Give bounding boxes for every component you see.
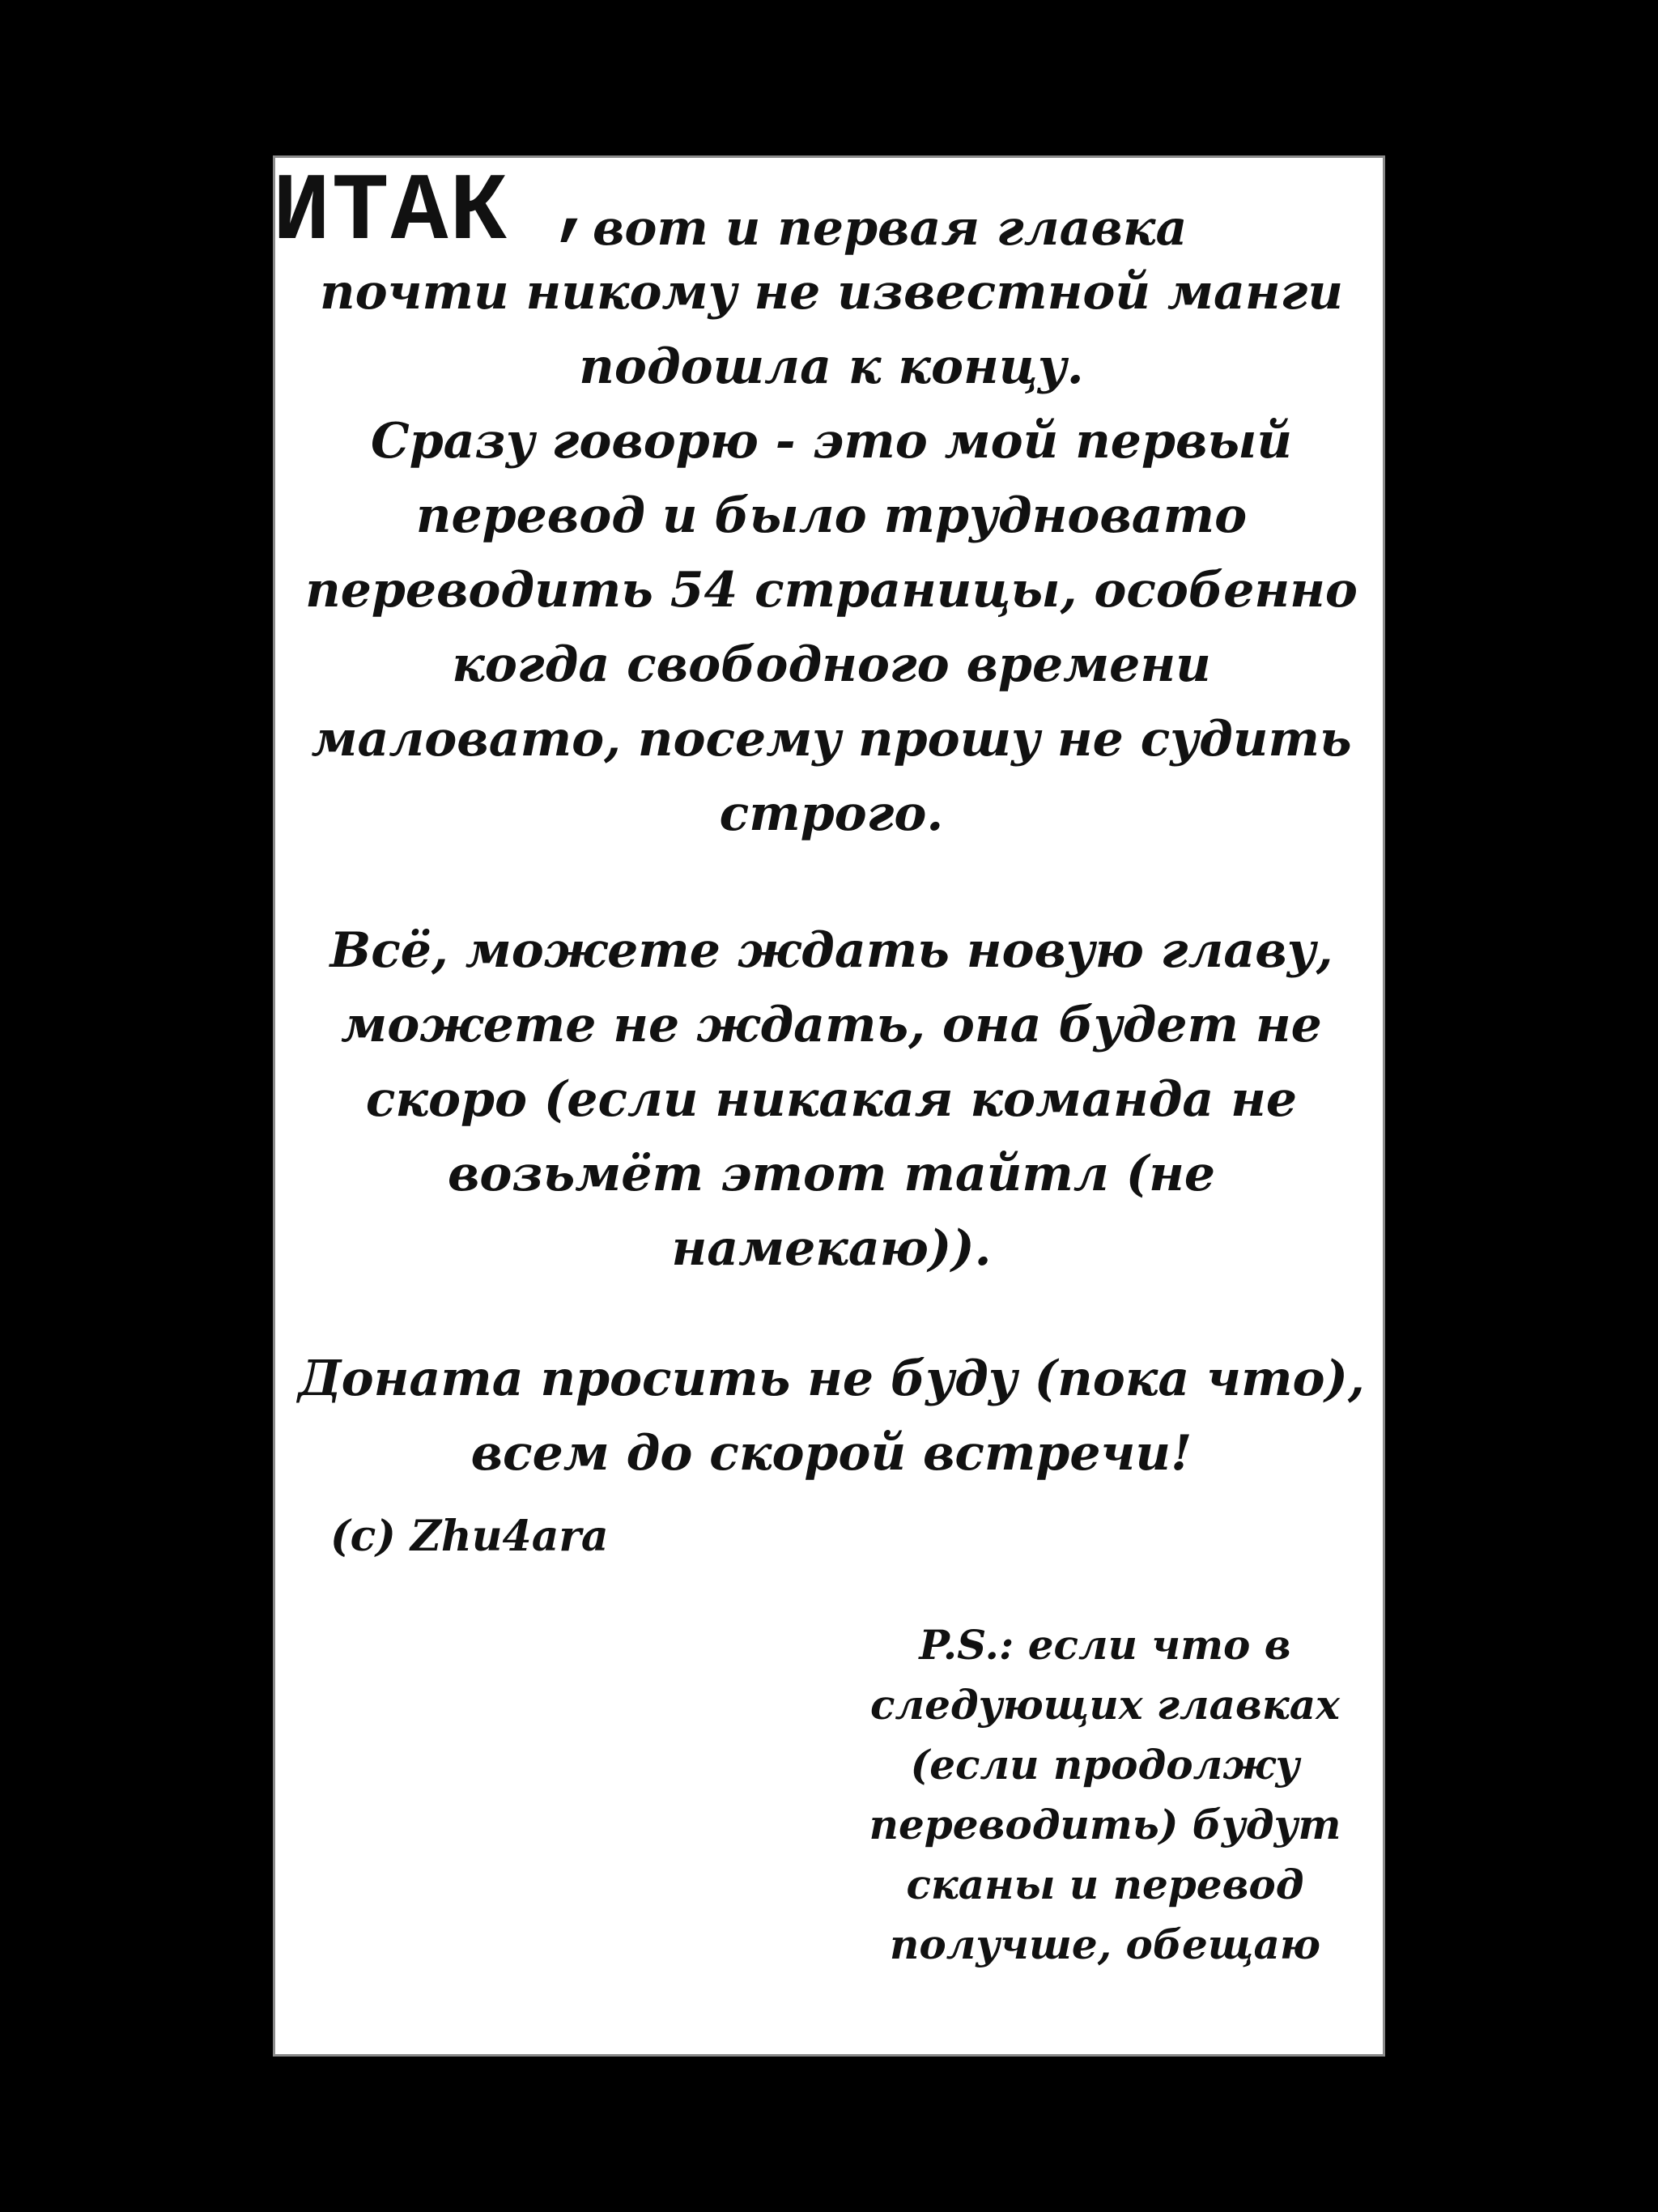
- paragraph-intro: [275, 255, 1388, 851]
- text-line: маловато, посему прошу не судить: [311, 711, 1352, 768]
- text-line: Всё, можете ждать новую главу,: [329, 922, 1333, 979]
- heading-row: [273, 160, 1385, 267]
- text-line: почти никому не известной манги: [320, 264, 1343, 321]
- postscript-note: [846, 1615, 1364, 1975]
- text-line: строго.: [719, 785, 944, 842]
- text-line: намекаю)).: [671, 1220, 992, 1277]
- text-line: можете не ждать, она будет не: [341, 997, 1322, 1053]
- text-line: переводить 54 страницы, особенно: [305, 562, 1358, 619]
- heading-comma: ,: [551, 169, 596, 252]
- text-line: переводить) будут: [869, 1801, 1341, 1848]
- note-card: [273, 155, 1385, 2057]
- paragraph-farewell: [275, 1342, 1388, 1491]
- text-line: подошла к концу.: [579, 338, 1084, 395]
- text-line: следующих главках: [870, 1681, 1340, 1729]
- text-line: перевод и было трудновато: [415, 487, 1248, 544]
- text-line: сканы и перевод: [906, 1861, 1304, 1908]
- paragraph-next-chapter: [275, 913, 1388, 1286]
- text-line: получше, обещаю: [890, 1921, 1320, 1968]
- text-line: возьмёт этот тайтл (не: [447, 1146, 1216, 1202]
- heading-tail-text: вот и первая главка: [593, 200, 1188, 257]
- text-line: Доната просить не буду (пока что),: [298, 1351, 1365, 1407]
- heading-big-word: ИТАК: [273, 160, 509, 267]
- text-line: (если продолжу: [910, 1741, 1300, 1789]
- text-line: всем до скорой встречи!: [470, 1425, 1192, 1482]
- text-line: скоро (если никакая команда не: [365, 1071, 1298, 1128]
- text-line: когда свободного времени: [452, 636, 1211, 693]
- text-line: Сразу говорю - это мой первый: [370, 413, 1293, 470]
- text-line: P.S.: если что в: [919, 1621, 1291, 1669]
- author-signature: (c) Zhu4ara: [330, 1512, 609, 1561]
